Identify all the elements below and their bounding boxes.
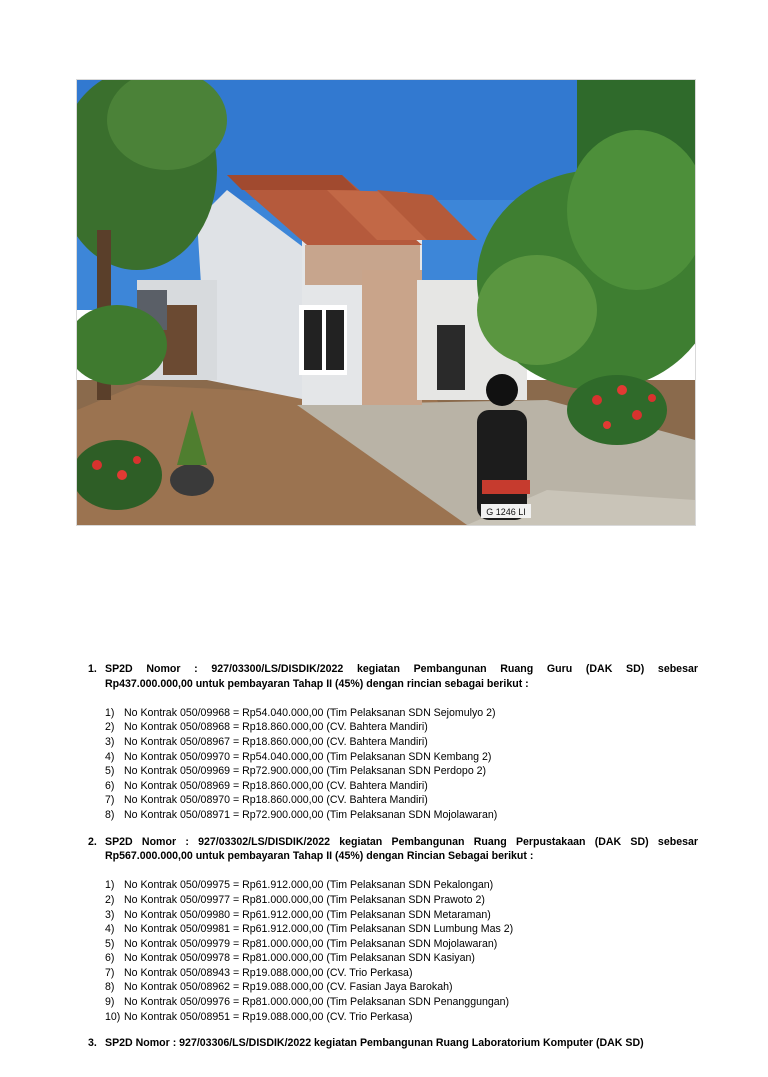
list-item bbox=[105, 908, 698, 923]
list-text: No Kontrak 050/09975 = Rp61.912.000,00 (Tim Pelaksanan SDN Pekalongan) bbox=[124, 879, 494, 892]
item-heading-line: SP2D Nomor : 927/03306/LS/DISDIK/2022 kegiatan Pembangunan Ruang Laboratorium Komputer (DAK SD) bbox=[105, 1037, 644, 1050]
list-text: No Kontrak 050/09969 = Rp72.900.000,00 (Tim Pelaksanan SDN Perdopo 2) bbox=[124, 765, 487, 778]
list-number: 3) bbox=[105, 735, 115, 748]
list-item bbox=[105, 922, 698, 937]
list-number: 6) bbox=[105, 952, 115, 965]
list-text: No Kontrak 050/08970 = Rp18.860.000,00 (CV. Bahtera Mandiri) bbox=[124, 794, 428, 807]
item-heading bbox=[105, 662, 698, 706]
list-item bbox=[105, 750, 698, 765]
list-text: No Kontrak 050/09968 = Rp54.040.000,00 (Tim Pelaksanan SDN Sejomulyo 2) bbox=[124, 706, 496, 719]
list-text: No Kontrak 050/09980 = Rp61.912.000,00 (Tim Pelaksanan SDN Metaraman) bbox=[124, 908, 491, 921]
item-heading bbox=[105, 835, 698, 879]
list-text: No Kontrak 050/09977 = Rp81.000.000,00 (Tim Pelaksanan SDN Prawoto 2) bbox=[124, 893, 485, 906]
list-number: 8) bbox=[105, 808, 115, 821]
list-number: 1) bbox=[105, 879, 115, 892]
list-item bbox=[105, 808, 698, 823]
list-number: 1) bbox=[105, 706, 115, 719]
item-number: 1. bbox=[88, 663, 97, 675]
list-number: 5) bbox=[105, 937, 115, 950]
list-number: 10) bbox=[105, 1010, 121, 1023]
sp2d-item-3 bbox=[88, 1036, 698, 1065]
list-number: 4) bbox=[105, 750, 115, 763]
item-heading-line: Rp437.000.000,00 untuk pembayaran Tahap II (45%) dengan rincian sebagai berikut : bbox=[105, 677, 529, 690]
list-text: No Kontrak 050/09978 = Rp81.000.000,00 (Tim Pelaksanan SDN Kasiyan) bbox=[124, 952, 475, 965]
list-number: 8) bbox=[105, 981, 115, 994]
list-text: No Kontrak 050/09970 = Rp54.040.000,00 (Tim Pelaksanan SDN Kembang 2) bbox=[124, 750, 492, 763]
list-text: No Kontrak 050/08951 = Rp19.088.000,00 (CV. Trio Perkasa) bbox=[124, 1010, 413, 1023]
list-number: 7) bbox=[105, 966, 115, 979]
list-item bbox=[105, 980, 698, 995]
list-text: No Kontrak 050/09979 = Rp81.000.000,00 (Tim Pelaksanan SDN Mojolawaran) bbox=[124, 937, 498, 950]
house-photo bbox=[76, 79, 696, 526]
list-text: No Kontrak 050/08971 = Rp72.900.000,00 (Tim Pelaksanan SDN Mojolawaran) bbox=[124, 808, 498, 821]
license-plate-text: G 1246 LI bbox=[486, 507, 526, 517]
list-number: 4) bbox=[105, 923, 115, 936]
list-text: No Kontrak 050/08969 = Rp18.860.000,00 (CV. Bahtera Mandiri) bbox=[124, 779, 428, 792]
list-number: 2) bbox=[105, 893, 115, 906]
list-number: 5) bbox=[105, 765, 115, 778]
list-item bbox=[105, 735, 698, 750]
list-item bbox=[105, 1010, 698, 1025]
list-text: No Kontrak 050/08968 = Rp18.860.000,00 (CV. Bahtera Mandiri) bbox=[124, 721, 428, 734]
item-heading-line: SP2D Nomor : 927/03302/LS/DISDIK/2022 kegiatan Pembangunan Ruang Perpustakaan (DAK SD) sebesar bbox=[105, 835, 698, 848]
list-text: No Kontrak 050/08962 = Rp19.088.000,00 (CV. Fasian Jaya Barokah) bbox=[124, 981, 453, 994]
contract-list bbox=[105, 706, 698, 823]
item-heading bbox=[105, 1036, 698, 1065]
contract-list bbox=[105, 878, 698, 1024]
list-number: 3) bbox=[105, 908, 115, 921]
list-text: No Kontrak 050/09976 = Rp81.000.000,00 (Tim Pelaksanan SDN Penanggungan) bbox=[124, 996, 510, 1009]
list-item bbox=[105, 995, 698, 1010]
list-text: No Kontrak 050/08943 = Rp19.088.000,00 (CV. Trio Perkasa) bbox=[124, 966, 413, 979]
item-heading-line: Rp567.000.000,00 untuk pembayaran Tahap II (45%) dengan Rincian Sebagai berikut : bbox=[105, 850, 534, 863]
list-item bbox=[105, 951, 698, 966]
list-item bbox=[105, 793, 698, 808]
list-item bbox=[105, 764, 698, 779]
sp2d-item-1 bbox=[88, 662, 698, 823]
list-number: 2) bbox=[105, 721, 115, 734]
item-heading-line: SP2D Nomor : 927/03300/LS/DISDIK/2022 kegiatan Pembangunan Ruang Guru (DAK SD) sebesar bbox=[105, 663, 698, 675]
list-item bbox=[105, 893, 698, 908]
list-text: No Kontrak 050/08967 = Rp18.860.000,00 (CV. Bahtera Mandiri) bbox=[124, 735, 428, 748]
list-number: 6) bbox=[105, 779, 115, 792]
list-number: 9) bbox=[105, 996, 115, 1009]
list-item bbox=[105, 937, 698, 952]
list-item bbox=[105, 720, 698, 735]
list-text: No Kontrak 050/09981 = Rp61.912.000,00 (Tim Pelaksanan SDN Lumbung Mas 2) bbox=[124, 923, 514, 936]
item-number: 2. bbox=[88, 835, 97, 848]
document-body bbox=[88, 662, 698, 1077]
list-item bbox=[105, 966, 698, 981]
item-number: 3. bbox=[88, 1037, 97, 1050]
sp2d-item-2 bbox=[88, 835, 698, 1025]
list-item bbox=[105, 878, 698, 893]
list-number: 7) bbox=[105, 794, 115, 807]
list-item bbox=[105, 779, 698, 794]
list-item bbox=[105, 706, 698, 721]
